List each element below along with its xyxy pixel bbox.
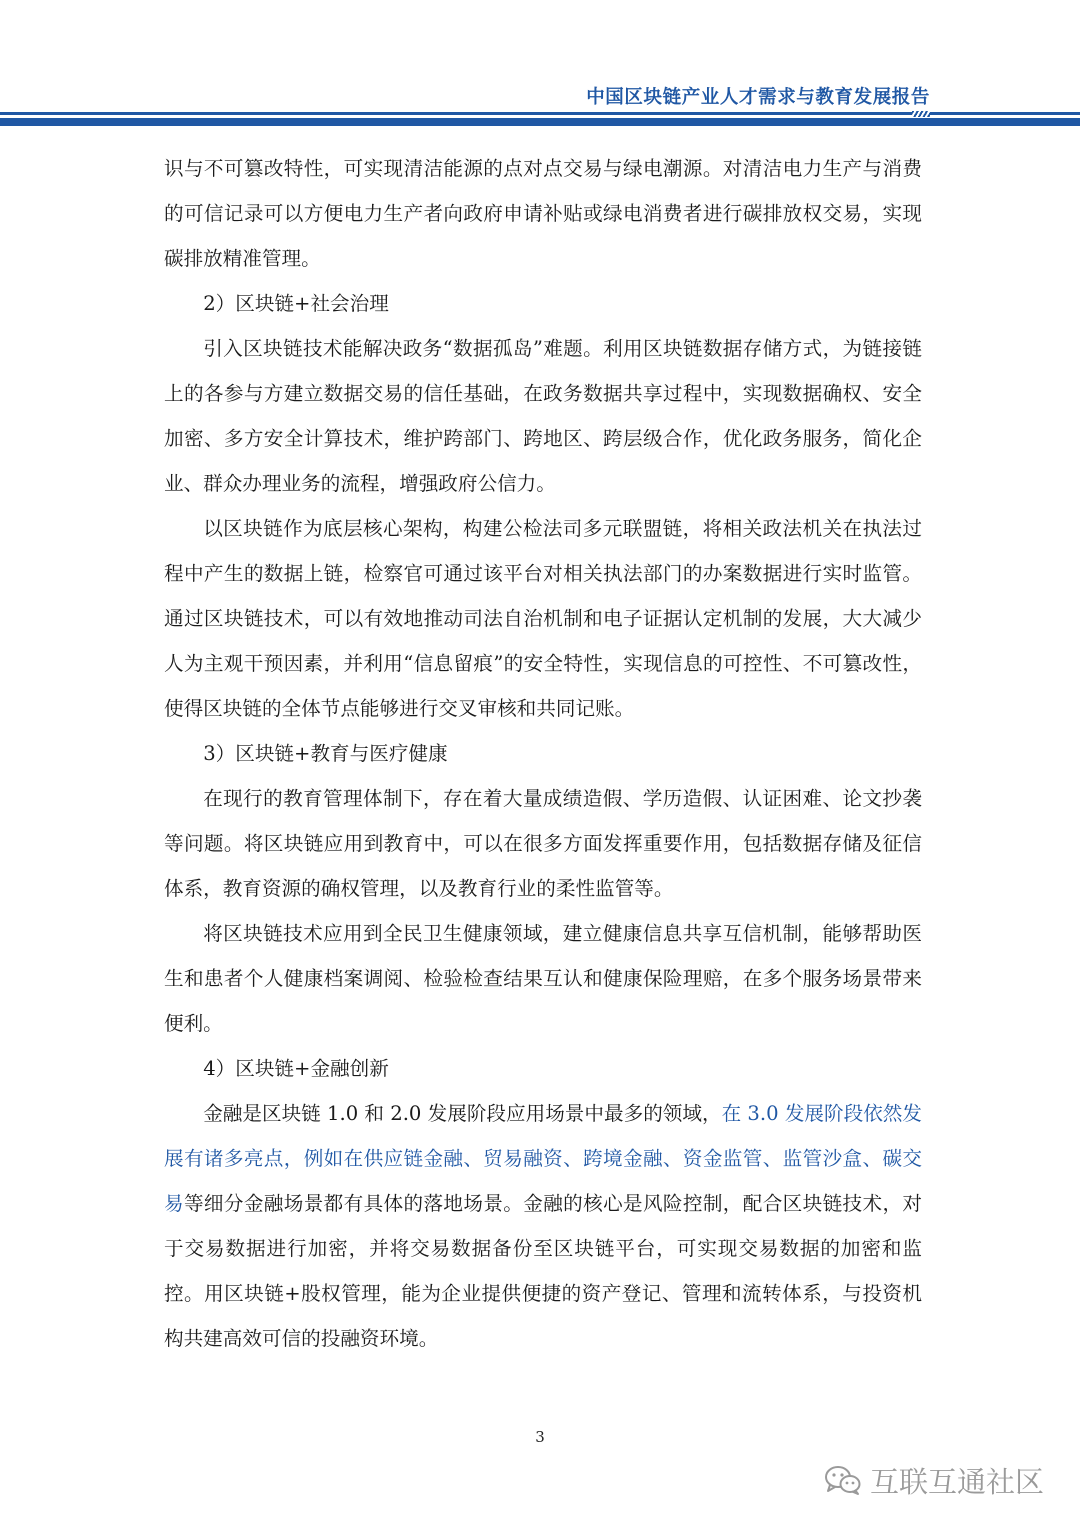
section-heading-finance: 4）区块链+金融创新 xyxy=(203,1057,389,1080)
header-hatch xyxy=(912,111,930,117)
page-number: 3 xyxy=(535,1428,545,1446)
watermark xyxy=(824,1460,1044,1500)
finance-text-highlight: 在 3.0 发展阶段依然发展有诸多亮点，例如在供应链金融、贸易融资、跨境金融、资金监管、监管沙盒、碳交易 xyxy=(164,1102,922,1215)
body-text xyxy=(164,146,922,1361)
paragraph-education: 在现行的教育管理体制下，存在着大量成绩造假、学历造假、认证困难、论文抄袭等问题。将区块链应用到教育中，可以在很多方面发挥重要作用，包括数据存储及征信体系，教育资源的确权管理，以及教育行业的柔性监管等。 xyxy=(164,787,922,900)
paragraph-continuation: 识与不可篡改特性，可实现清洁能源的点对点交易与绿电潮源。对清洁电力生产与消费的可信记录可以方便电力生产者向政府申请补贴或绿电消费者进行碳排放权交易，实现碳排放精准管理。 xyxy=(164,157,922,270)
section-heading-social-governance: 2）区块链+社会治理 xyxy=(203,292,389,315)
watermark-text: 互联互通社区 xyxy=(869,1464,1044,1499)
paragraph-judicial-chain: 以区块链作为底层核心架构，构建公检法司多元联盟链，将相关政法机关在执法过程中产生的数据上链，检察官可通过该平台对相关执法部门的办案数据进行实时监管。通过区块链技术，可以有效地推动司法自治机制和电子证据认定机制的发展，大大减少人为主观干预因素，并利用“信息留痕”的安全特性，实现信息的可控性、不可篡改性，使得区块链的全体节点能够进行交叉审核和共同记账。 xyxy=(164,517,922,720)
paragraph-data-silo: 引入区块链技术能解决政务“数据孤岛”难题。利用区块链数据存储方式，为链接链上的各参与方建立数据交易的信任基础，在政务数据共享过程中，实现数据确权、安全加密、多方安全计算技术，维护跨部门、跨地区、跨层级合作，优化政务服务，简化企业、群众办理业务的流程，增强政府公信力。 xyxy=(164,337,922,495)
paragraph-finance xyxy=(164,1091,922,1361)
finance-text-after: 等细分金融场景都有具体的落地场景。金融的核心是风险控制，配合区块链技术，对于交易数据进行加密，并将交易数据备份至区块链平台，可实现交易数据的加密和监控。用区块链+股权管理，能为企业提供便捷的资产登记、管理和流转体系，与投资机构共建高效可信的投融资环境。 xyxy=(164,1192,923,1350)
header-rule-thick xyxy=(0,118,1080,126)
wechat-icon xyxy=(824,1464,862,1496)
section-heading-education-health: 3）区块链+教育与医疗健康 xyxy=(203,742,448,765)
finance-text-before: 金融是区块链 1.0 和 2.0 发展阶段应用场景中最多的领域， xyxy=(203,1102,722,1125)
paragraph-health: 将区块链技术应用到全民卫生健康领域，建立健康信息共享互信机制，能够帮助医生和患者个人健康档案调阅、检验检查结果互认和健康保险理赔，在多个服务场景带来便利。 xyxy=(164,922,922,1035)
header-title: 中国区块链产业人才需求与教育发展报告 xyxy=(586,87,930,108)
